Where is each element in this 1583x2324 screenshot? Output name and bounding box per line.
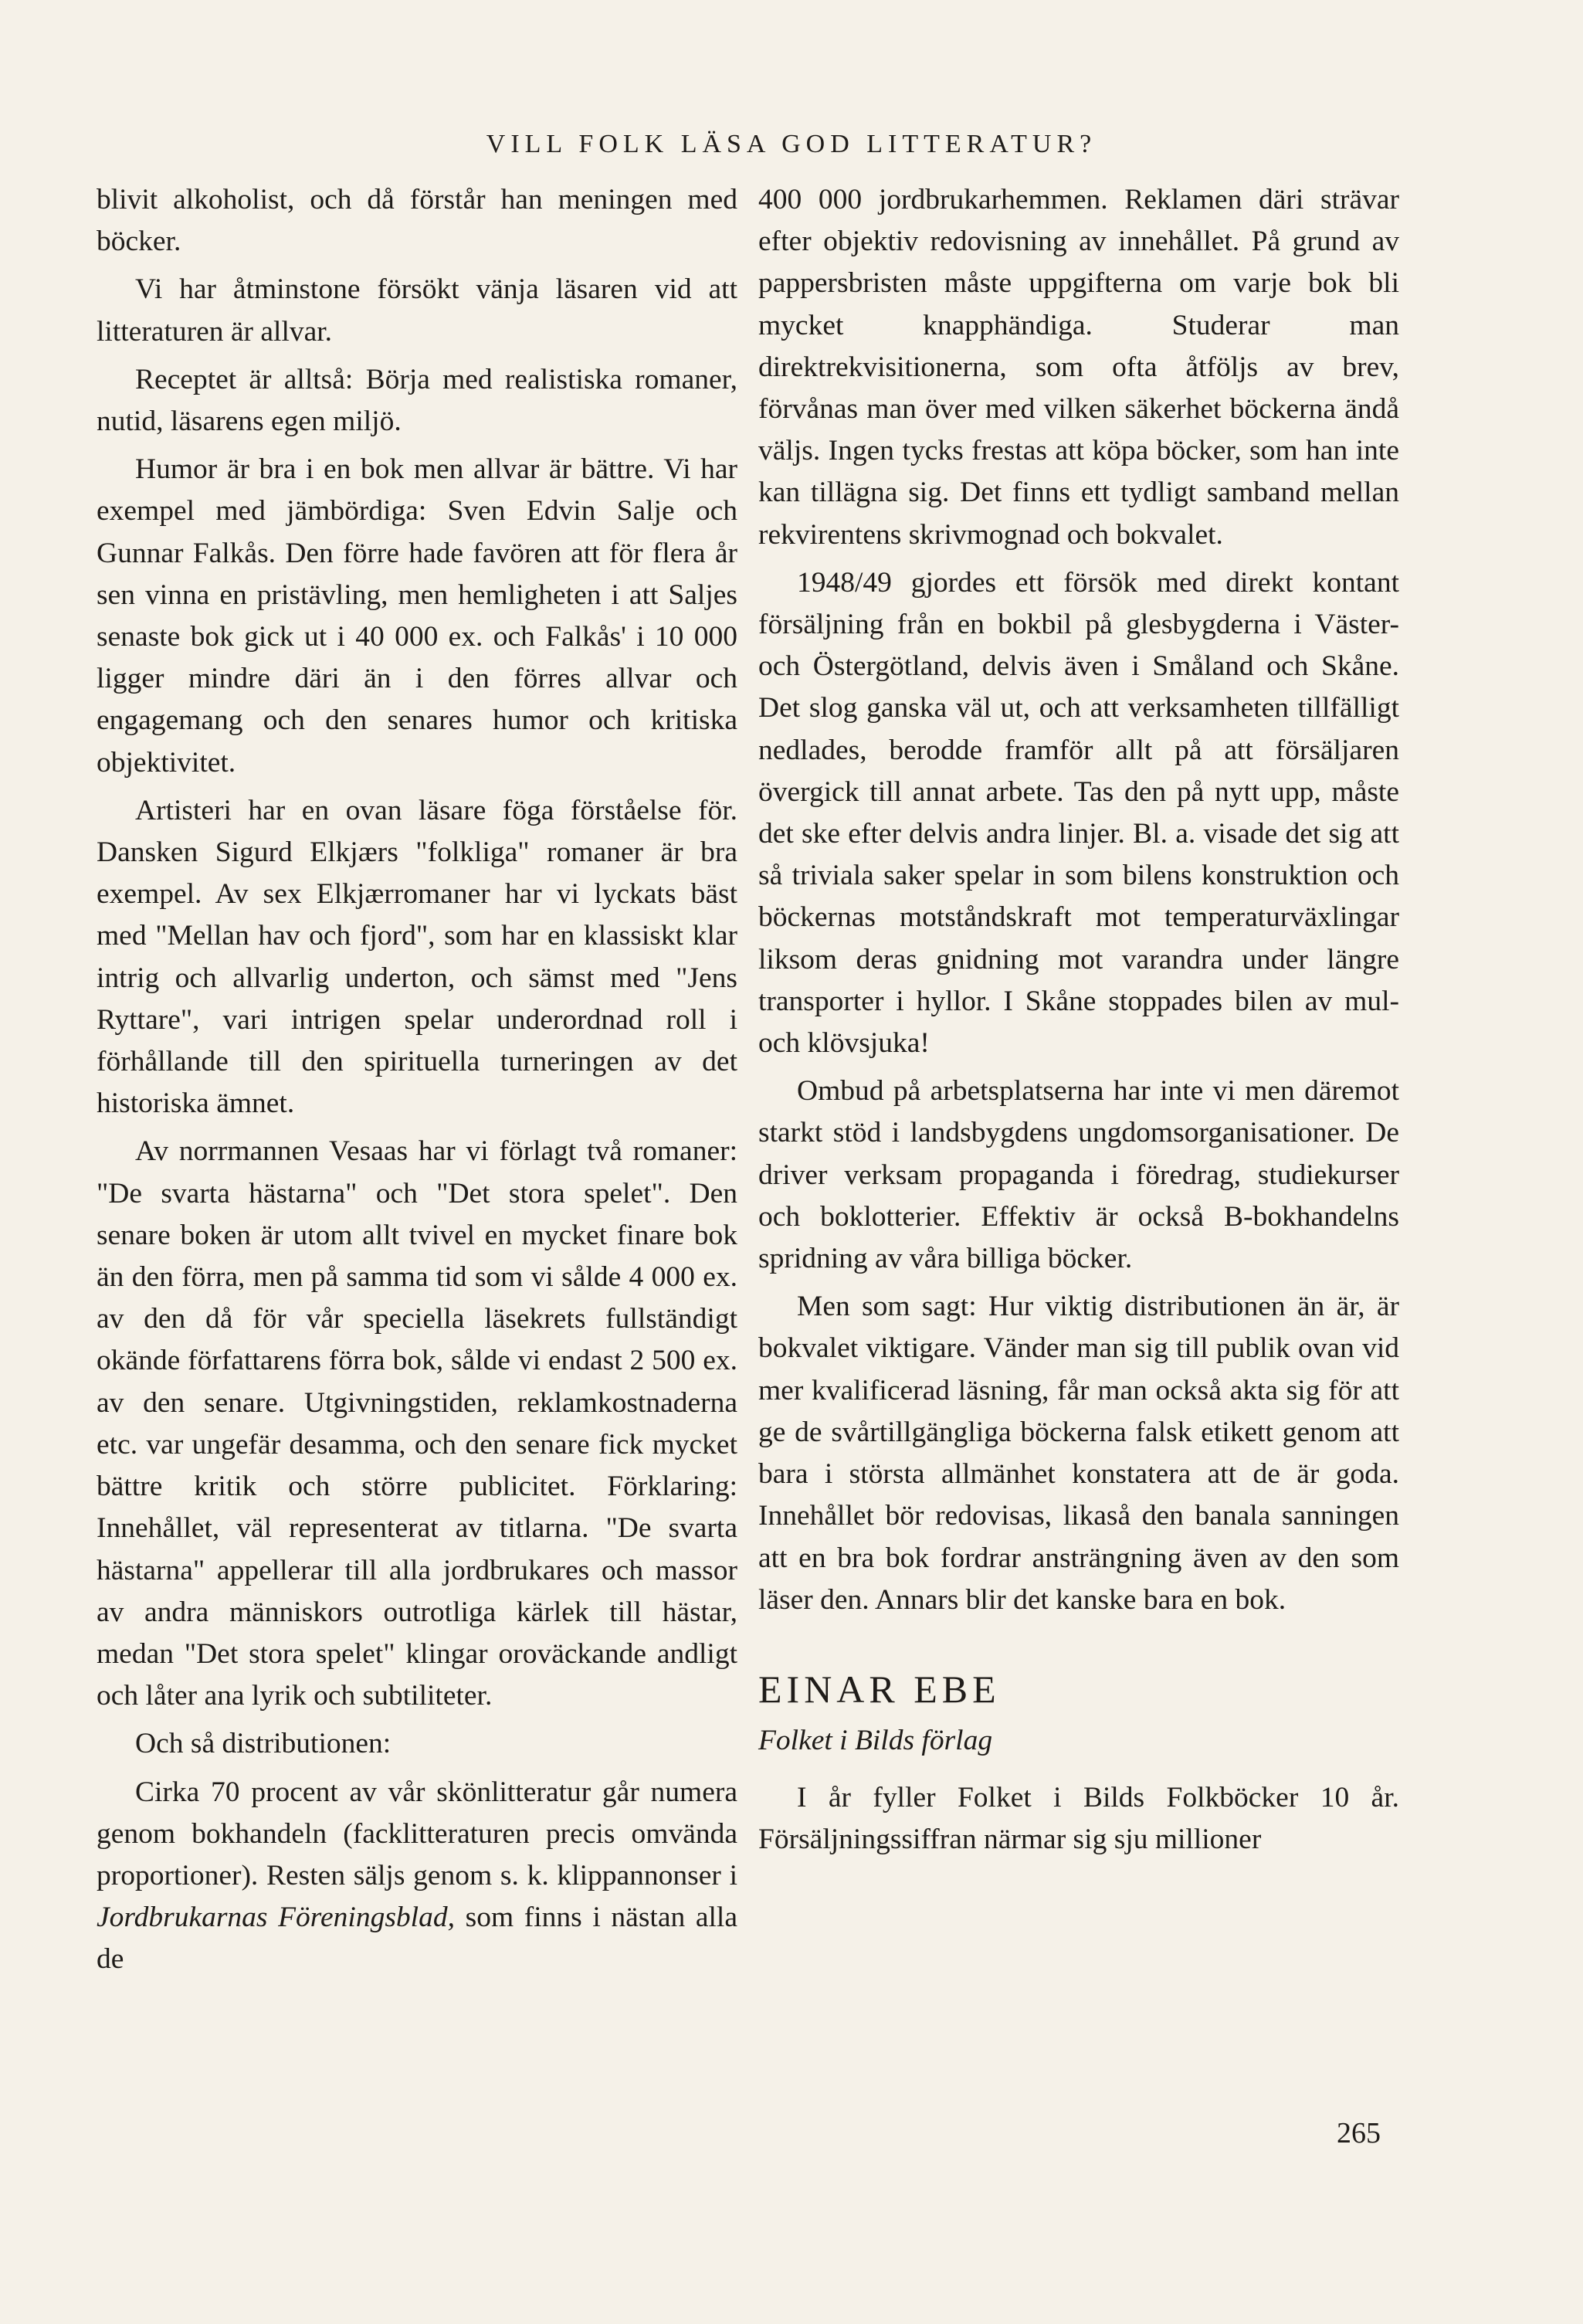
page-number: 265 <box>1337 2117 1381 2149</box>
paragraph: Och så distributionen: <box>135 1728 392 1760</box>
paragraph <box>97 1772 737 1981</box>
paragraph: Humor är bra i en bok men allvar är bättre. Vi har exempel med jämbördiga: Sven Edvin Salje och Gunnar Falkås. Den förre hade favören att för flera år sen vinna en pristävling, men hemligheten i att Saljes senaste bok gick ut i 40 000 ex. och Falkås' i 10 000 ligger mindre däri än i den förres allvar och engagemang och den senares humor och kritiska objektivitet. <box>97 453 737 779</box>
left-column <box>97 179 737 1987</box>
section-subheading: Folket i Bilds förlag <box>758 1724 993 1756</box>
paragraph: 400 000 jordbrukarhemmen. Reklamen däri strävar efter objektiv redovisning av innehållet. På grund av pappersbristen måste uppgifterna om varje bok bli mycket knapphändiga. Studerar man direktrekvisitionerna, som ofta åtföljs av brev, förvånas man över med vilken säkerhet böckerna ändå väljs. Ingen tycks frestas att köpa böcker, som han inte kan tillägna sig. Det finns ett tydligt samband mellan rekvirentens skrivmognad och bokvalet. <box>758 184 1399 551</box>
running-head: VILL FOLK LÄSA GOD LITTERATUR? <box>486 130 1097 158</box>
paragraph: I år fyller Folket i Bilds Folkböcker 10 år. Försäljningssiffran närmar sig sju millioner <box>758 1782 1399 1856</box>
paragraph: blivit alkoholist, och då förstår han meningen med böcker. <box>97 184 737 258</box>
paragraph: Men som sagt: Hur viktig distributionen än är, är bokvalet viktigare. Vänder man sig till publik ovan vid mer kvalificerad läsning, får man också akta sig för att ge de svårtillgängliga böckerna falsk etikett genom att bara i största allmänhet konstatera att de är goda. Innehållet bör redovisas, likaså den banala sanningen att en bra bok fordrar ansträngning även av den som läser den. Annars blir det kanske bara en bok. <box>758 1291 1399 1616</box>
right-column <box>758 179 1399 1868</box>
paragraph: Receptet är alltså: Börja med realistiska romaner, nutid, läsarens egen miljö. <box>97 363 737 438</box>
section-heading: EINAR EBE <box>758 1667 1001 1711</box>
paragraph: Av norrmannen Vesaas har vi förlagt två romaner: "De svarta hästarna" och "Det stora spelet". Den senare boken är utom allt tvivel en mycket finare bok än den förra, men på samma tid som vi sålde 4 000 ex. av den då för vår speciella läsekrets fullständigt okände författarens förra bok, sålde vi endast 2 500 ex. av den senare. Utgivningstiden, reklamkostnaderna etc. var ungefär desamma, och den senare fick mycket bättre kritik och större publicitet. Förklaring: Innehållet, väl representerat av titlarna. "De svarta hästarna" appellerar till alla jordbrukares och massor av andra människors outrotliga kärlek till hästar, medan "Det stora spelet" klingar oroväckande andligt och låter ana lyrik och subtiliteter. <box>97 1135 737 1712</box>
publication-title: Jordbrukarnas Föreningsblad, <box>97 1902 455 1934</box>
paragraph-text: som finns i nästan alla de <box>97 1902 737 1976</box>
paragraph: Vi har åtminstone försökt vänja läsaren vid att litteraturen är allvar. <box>97 273 737 348</box>
paragraph: 1948/49 gjordes ett försök med direkt kontant försäljning från en bokbil på glesbygderna i Väster- och Östergötland, delvis även i Småland och Skåne. Det slog ganska väl ut, och att verksamheten tillfälligt nedlades, berodde framför allt på att försäljaren övergick till annat arbete. Tas den på nytt upp, måste det ske efter delvis andra linjer. Bl. a. visade det sig att så triviala saker spelar in som bilens konstruktion och böckernas motståndskraft mot temperaturväxlingar liksom deras gnidning mot varandra under längre transporter i hyllor. I Skåne stoppades bilen av mul- och klövsjuka! <box>758 566 1399 1060</box>
paragraph: Artisteri har en ovan läsare föga förståelse för. Dansken Sigurd Elkjærs "folkliga" romaner är bra exempel. Av sex Elkjærromaner har vi lyckats bäst med "Mellan hav och fjord", som har en klassiskt klar intrig och allvarlig underton, och sämst med "Jens Ryttare", vari intrigen spelar underordnad roll i förhållande till den spirituella turneringen av det historiska ämnet. <box>97 794 737 1120</box>
paragraph: Ombud på arbetsplatserna har inte vi men däremot starkt stöd i landsbygdens ungdomsorganisationer. De driver verksam propaganda i föredrag, studiekurser och boklotterier. Effektiv är också B-bokhandelns spridning av våra billiga böcker. <box>758 1075 1399 1275</box>
paragraph-text: Cirka 70 procent av vår skönlitteratur går numera genom bokhandeln (facklitteraturen precis omvända proportioner). Resten säljs genom s. k. klippannonser i <box>97 1776 737 1891</box>
